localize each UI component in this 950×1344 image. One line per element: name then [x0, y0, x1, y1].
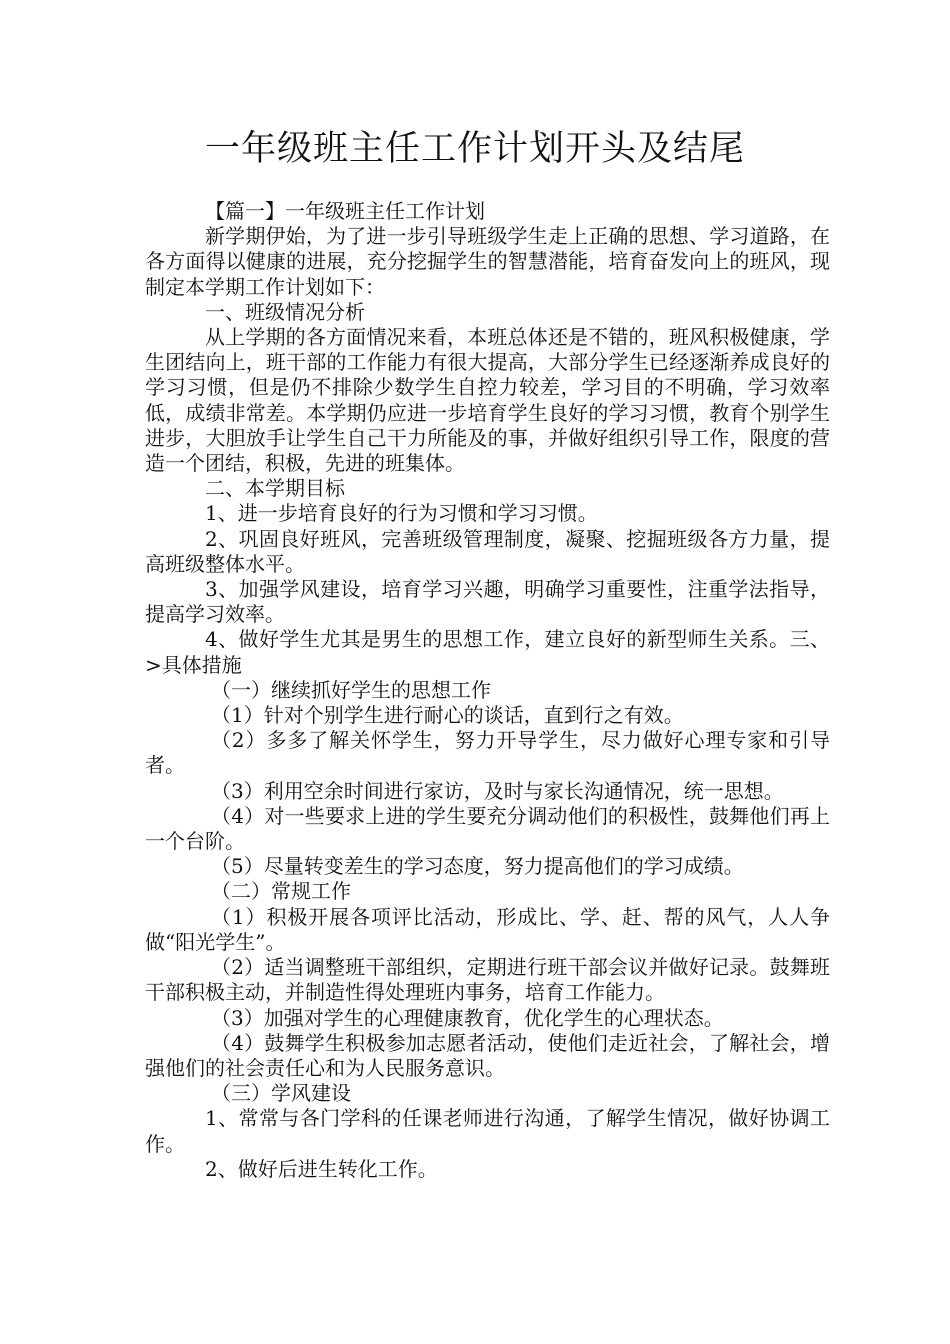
- list-item: （3）加强对学生的心理健康教育，优化学生的心理状态。: [211, 1005, 724, 1030]
- list-item: 2、做好后进生转化工作。: [205, 1156, 438, 1181]
- list-item: （4）对一些要求上进的学生要充分调动他们的积极性，鼓舞他们再上一个台阶。: [145, 803, 830, 854]
- list-item: （3）利用空余时间进行家访，及时与家长沟通情况，统一思想。: [211, 778, 784, 803]
- section-heading: 一、班级情况分析: [205, 299, 365, 324]
- intro-paragraph: 新学期伊始，为了进一步引导班级学生走上正确的思想、学习道路，在各方面得以健康的进展，充分挖掘学生的智慧潜能，培育奋发向上的班风，现制定本学期工作计划如下：: [145, 224, 830, 299]
- list-item: （2）适当调整班干部组织，定期进行班干部会议并做好记录。鼓舞班干部积极主动，并制造性得处理班内事务，培育工作能力。: [145, 955, 830, 1005]
- list-item: 1、常常与各门学科的任课老师进行沟通，了解学生情况，做好协调工作。: [145, 1106, 830, 1156]
- list-item: 4、做好学生尤其是男生的思想工作，建立良好的新型师生关系。三、>具体措施: [145, 627, 830, 677]
- list-item: （1）针对个别学生进行耐心的谈话，直到行之有效。: [211, 703, 684, 728]
- list-item: （4）鼓舞学生积极参加志愿者活动，使他们走近社会，了解社会，增强他们的社会责任心和为人民服务意识。: [145, 1030, 830, 1080]
- list-item: 2、巩固良好班风，完善班级管理制度，凝聚、挖掘班级各方力量，提高班级整体水平。: [145, 526, 830, 576]
- section-heading: 【篇一】一年级班主任工作计划: [205, 199, 485, 223]
- sub-heading: （三）学风建设: [211, 1081, 351, 1106]
- list-item: 3、加强学风建设，培育学习兴趣，明确学习重要性，注重学法指导，提高学习效率。: [145, 577, 830, 627]
- body-paragraph: 从上学期的各方面情况来看，本班总体还是不错的，班风积极健康，学生团结向上，班干部的工作能力有很大提高，大部分学生已经逐渐养成良好的学习习惯，但是仍不排除少数学生自控力较差，学习目的不明确，学习效率低，成绩非常差。本学期仍应进一步培育学生良好的学习习惯，教育个别学生进步，大胆放手让学生自己干力所能及的事，并做好组织引导工作，限度的营造一个团结，积极，先进的班集体。: [145, 325, 830, 476]
- sub-heading: （二）常规工作: [211, 879, 351, 904]
- list-item: （1）积极开展各项评比活动，形成比、学、赶、帮的风气，人人争做“阳光学生”。: [145, 904, 830, 954]
- document-body: [145, 199, 830, 1182]
- section-heading: 二、本学期目标: [205, 476, 345, 501]
- document-title: 一年级班主任工作计划开头及结尾: [204, 129, 745, 169]
- list-item: （2）多多了解关怀学生，努力开导学生，尽力做好心理专家和引导者。: [145, 728, 830, 778]
- sub-heading: （一）继续抓好学生的思想工作: [211, 677, 491, 702]
- list-item: （5）尽量转变差生的学习态度，努力提高他们的学习成绩。: [211, 854, 744, 879]
- list-item: 1、进一步培育良好的行为习惯和学习习惯。: [205, 501, 598, 526]
